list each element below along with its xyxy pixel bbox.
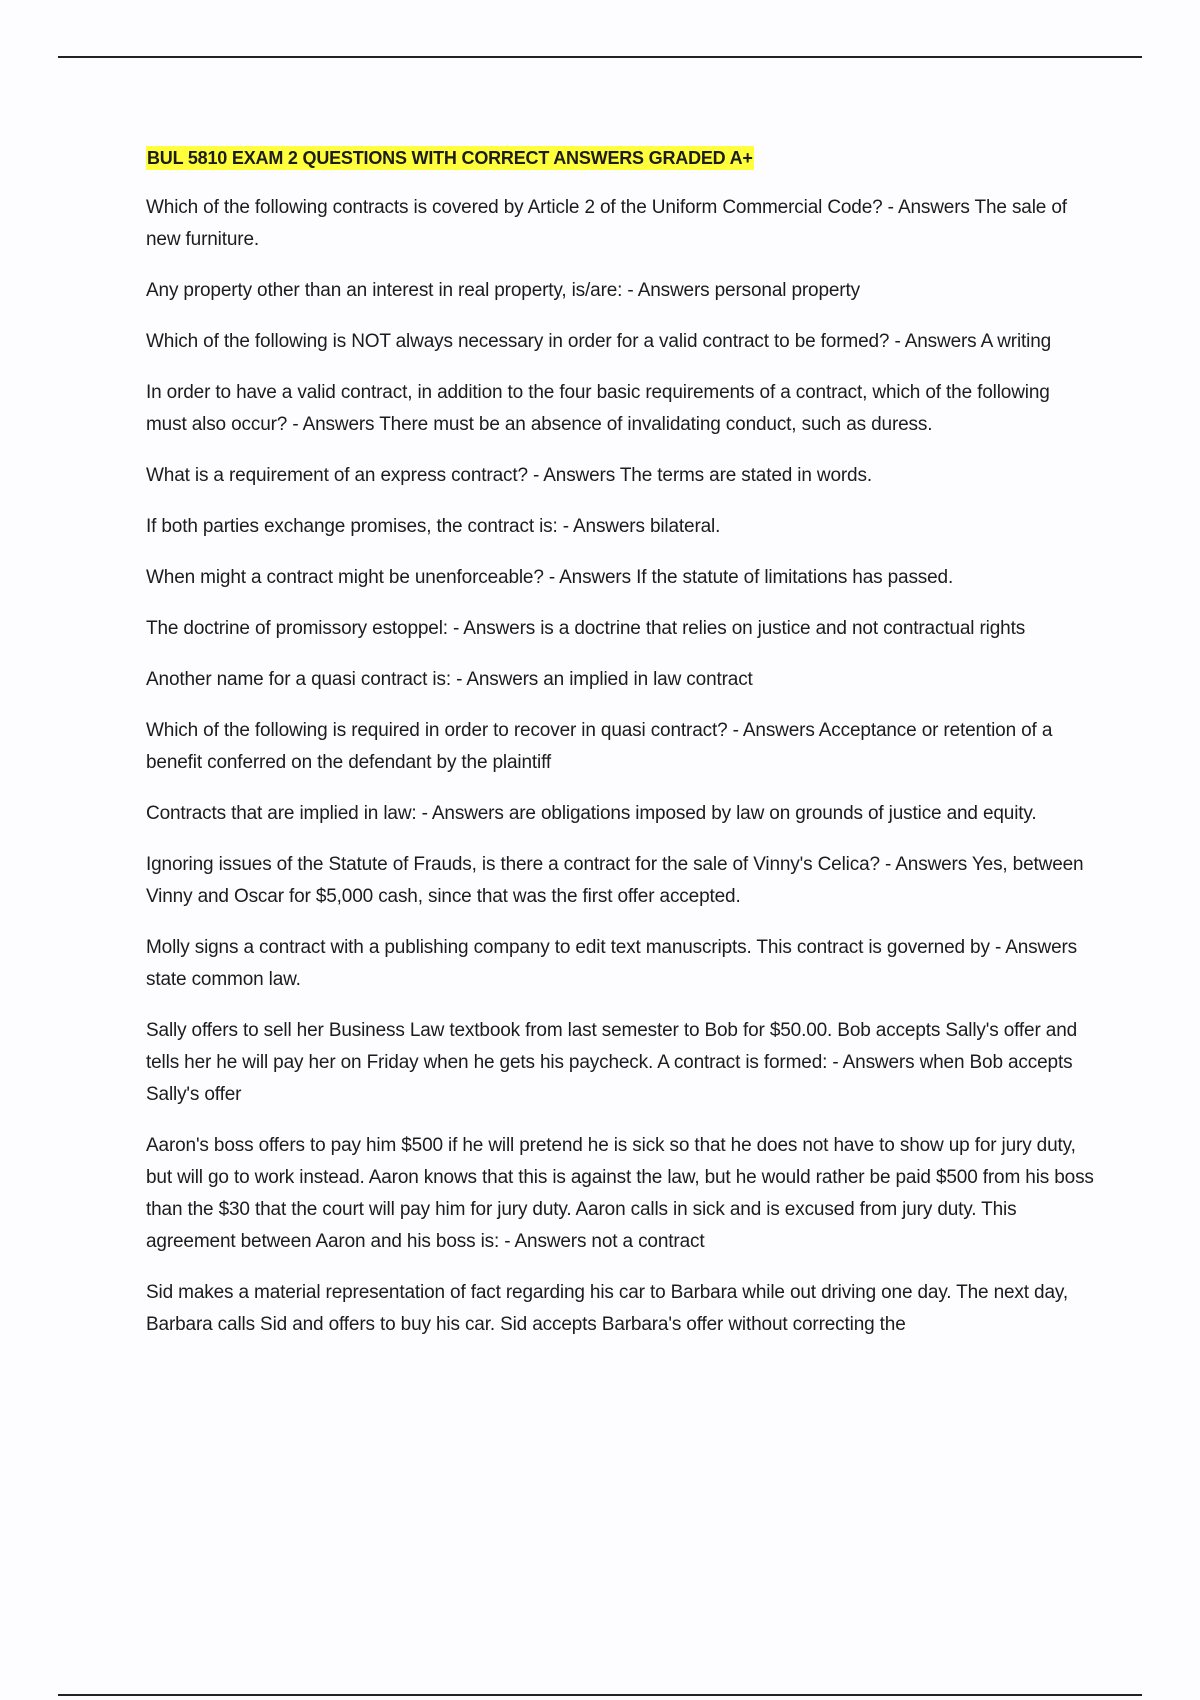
qa-item: Any property other than an interest in real property, is/are: - Answers personal property: [146, 280, 860, 301]
qa-item: Another name for a quasi contract is: - Answers an implied in law contract: [146, 669, 753, 690]
qa-item: Sally offers to sell her Business Law textbook from last semester to Bob for $50.00. Bob accepts Sally's offer and tells her he will pay her on Friday when he gets his paycheck. A contract is formed: - Answers when Bob accepts Sally's offer: [146, 1020, 1078, 1105]
footer-rule: [58, 1694, 1142, 1696]
qa-item: Aaron's boss offers to pay him $500 if he will pretend he is sick so that he does not have to show up for jury duty, but will go to work instead. Aaron knows that this is against the law, but he would rather be paid $500 from his boss than the $30 that the court will pay him for jury duty. Aaron calls in sick and is excused from jury duty. This agreement between Aaron and his boss is: - Answers not a contract: [146, 1135, 1094, 1252]
qa-item: Sid makes a material representation of fact regarding his car to Barbara while out driving one day. The next day, Barbara calls Sid and offers to buy his car. Sid accepts Barbara's offer without correcting the: [146, 1282, 1068, 1335]
qa-item: Contracts that are implied in law: - Answers are obligations imposed by law on grounds of justice and equity.: [146, 803, 1037, 824]
qa-item: In order to have a valid contract, in addition to the four basic requirements of a contract, which of the following must also occur? - Answers There must be an absence of invalidating conduct, such as duress.: [146, 382, 1050, 435]
qa-item: Which of the following is NOT always necessary in order for a valid contract to be formed? - Answers A writing: [146, 331, 1052, 352]
qa-item: What is a requirement of an express contract? - Answers The terms are stated in words.: [146, 465, 872, 486]
qa-item: When might a contract might be unenforceable? - Answers If the statute of limitations has passed.: [146, 567, 954, 588]
qa-item: The doctrine of promissory estoppel: - Answers is a doctrine that relies on justice and not contractual rights: [146, 618, 1026, 639]
document-body: [146, 146, 1094, 1360]
qa-item: Ignoring issues of the Statute of Frauds, is there a contract for the sale of Vinny's Celica? - Answers Yes, between Vinny and Oscar for $5,000 cash, since that was the first offer accepted.: [146, 854, 1084, 907]
qa-item: Which of the following is required in order to recover in quasi contract? - Answers Acceptance or retention of a benefit conferred on the defendant by the plaintiff: [146, 720, 1053, 773]
qa-item: Which of the following contracts is covered by Article 2 of the Uniform Commercial Code? - Answers The sale of new furniture.: [146, 197, 1067, 250]
qa-item: If both parties exchange promises, the contract is: - Answers bilateral.: [146, 516, 721, 537]
qa-item: Molly signs a contract with a publishing company to edit text manuscripts. This contract is governed by - Answers state common law.: [146, 937, 1078, 990]
header-rule: [58, 56, 1142, 58]
document-title: BUL 5810 EXAM 2 QUESTIONS WITH CORRECT ANSWERS GRADED A+: [147, 148, 753, 168]
